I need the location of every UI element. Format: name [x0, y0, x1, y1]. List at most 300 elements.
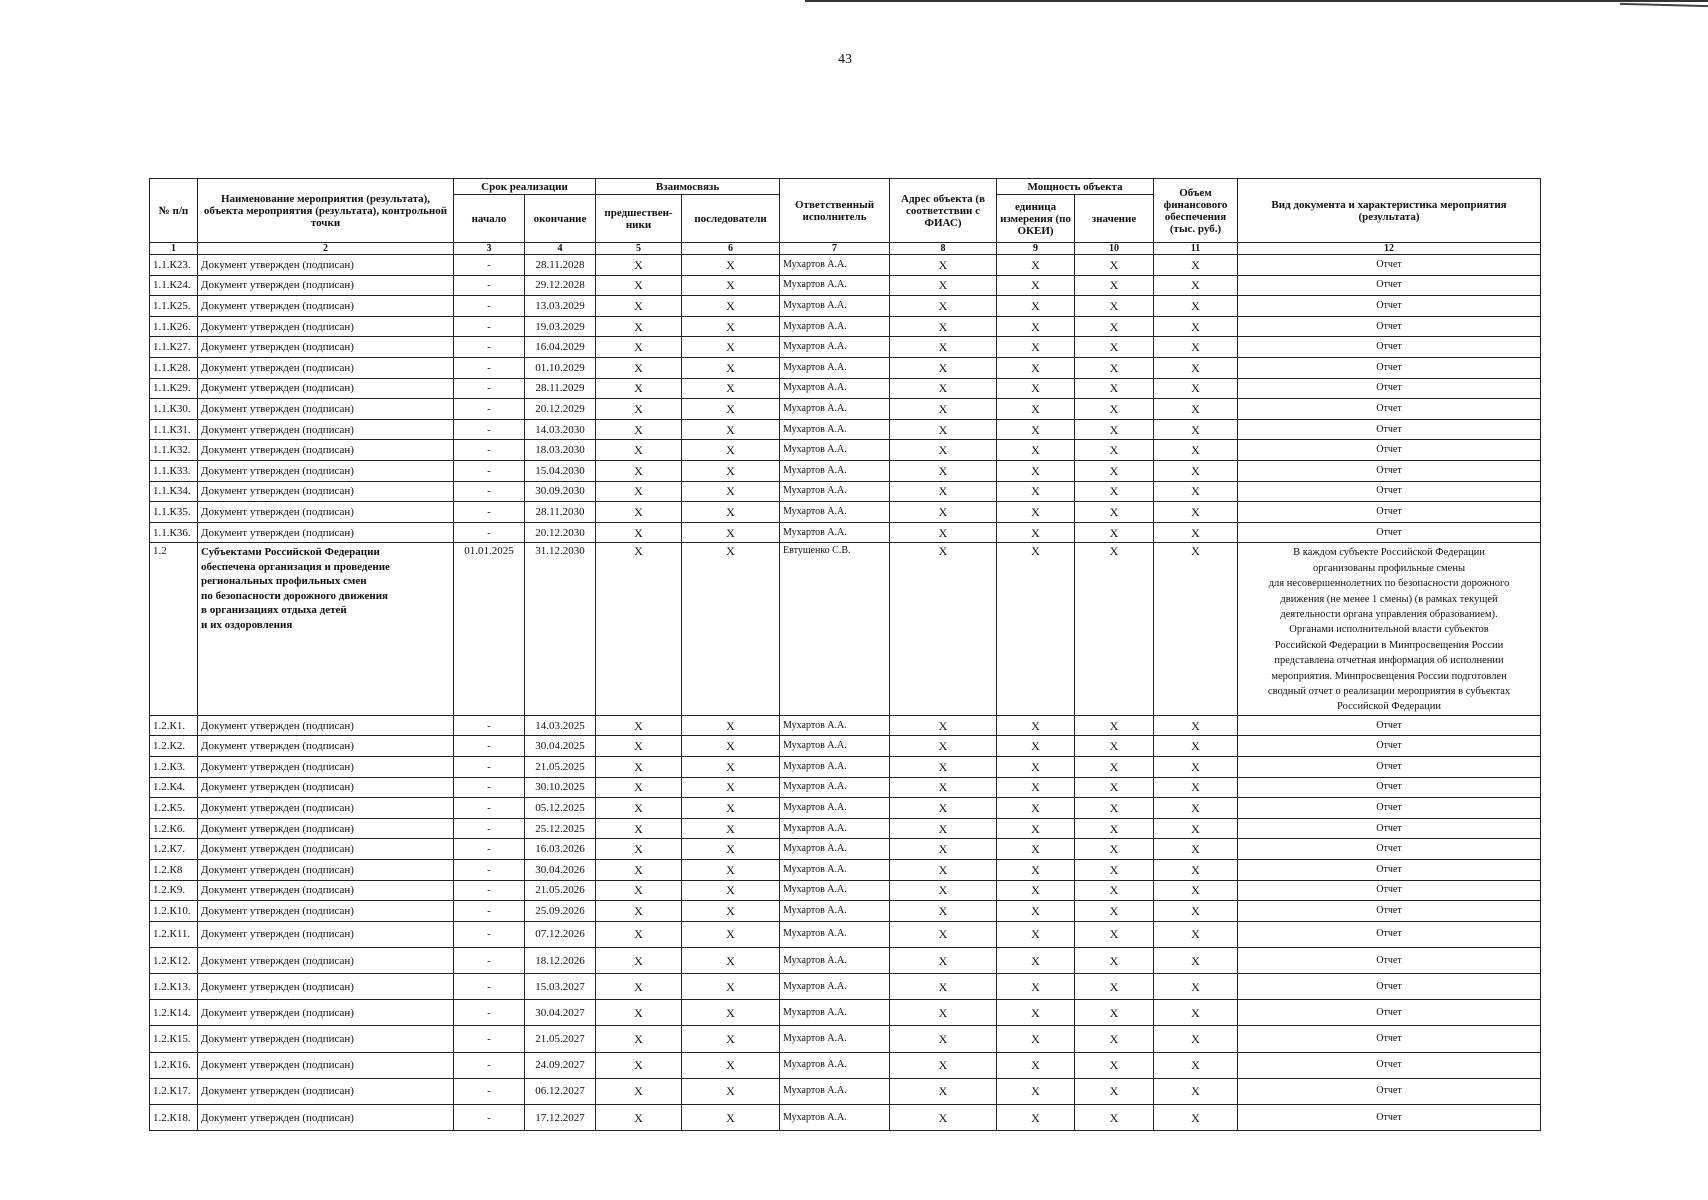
row-predecessors: Х: [596, 901, 682, 922]
row-responsible: Мухартов А.А.: [780, 736, 890, 757]
row-start: -: [454, 296, 525, 317]
row-finance: Х: [1154, 481, 1238, 502]
column-number: 2: [198, 243, 454, 255]
row-responsible: Мухартов А.А.: [780, 1000, 890, 1026]
row-address: Х: [890, 543, 997, 715]
row-end: 28.11.2029: [525, 378, 596, 399]
row-doc-type: Отчет: [1238, 419, 1541, 440]
row-number: 1.2.К16.: [150, 1052, 198, 1078]
row-unit: Х: [997, 880, 1075, 901]
row-name-line: региональных профильных смен: [201, 575, 367, 588]
column-number: 12: [1238, 243, 1541, 255]
row-predecessors: Х: [596, 1052, 682, 1078]
row-number: 1.2.К1.: [150, 715, 198, 736]
row-address: Х: [890, 275, 997, 296]
row-number: 1.1.К29.: [150, 378, 198, 399]
row-name: Документ утвержден (подписан): [198, 460, 454, 481]
table-row: [150, 777, 1541, 798]
row-number: 1.1.К27.: [150, 337, 198, 358]
row-address: Х: [890, 1105, 997, 1131]
row-predecessors: Х: [596, 440, 682, 461]
row-value: Х: [1075, 818, 1154, 839]
row-value: Х: [1075, 1105, 1154, 1131]
row-unit: Х: [997, 974, 1075, 1000]
row-doc-type: Отчет: [1238, 460, 1541, 481]
row-successors: Х: [682, 481, 780, 502]
header-doc-type: Вид документа и характеристика мероприятия (результата): [1238, 179, 1541, 243]
row-number: 1.2.К15.: [150, 1026, 198, 1052]
row-responsible: Мухартов А.А.: [780, 460, 890, 481]
row-end: 14.03.2025: [525, 715, 596, 736]
row-name: [198, 543, 454, 715]
row-name: Документ утвержден (подписан): [198, 880, 454, 901]
row-end: 21.05.2027: [525, 1026, 596, 1052]
row-doc-type: Отчет: [1238, 502, 1541, 523]
row-doc-type: Отчет: [1238, 947, 1541, 973]
row-address: Х: [890, 901, 997, 922]
row-successors: Х: [682, 798, 780, 819]
table-header: [150, 179, 1541, 255]
table-row: [150, 522, 1541, 543]
row-number: 1.2.К8: [150, 859, 198, 880]
row-number: 1.2.К6.: [150, 818, 198, 839]
table-row: [150, 798, 1541, 819]
row-responsible: Мухартов А.А.: [780, 1026, 890, 1052]
row-address: Х: [890, 798, 997, 819]
row-address: Х: [890, 296, 997, 317]
row-successors: Х: [682, 522, 780, 543]
row-finance: Х: [1154, 921, 1238, 947]
row-responsible: Мухартов А.А.: [780, 947, 890, 973]
row-value: Х: [1075, 440, 1154, 461]
row-finance: Х: [1154, 1105, 1238, 1131]
row-doc-line: деятельности органа управления образованием).: [1280, 608, 1498, 620]
row-responsible: Мухартов А.А.: [780, 901, 890, 922]
row-start: -: [454, 440, 525, 461]
row-number: 1.1.К31.: [150, 419, 198, 440]
table-row: [150, 901, 1541, 922]
row-doc-type: Отчет: [1238, 316, 1541, 337]
row-address: Х: [890, 255, 997, 276]
table-row: [150, 460, 1541, 481]
table-row: [150, 715, 1541, 736]
row-end: 18.03.2030: [525, 440, 596, 461]
row-doc-line: Российской Федерации в Минпросвещения России: [1274, 639, 1504, 651]
row-responsible: Мухартов А.А.: [780, 798, 890, 819]
row-responsible: Мухартов А.А.: [780, 777, 890, 798]
row-finance: Х: [1154, 502, 1238, 523]
row-successors: Х: [682, 777, 780, 798]
row-predecessors: Х: [596, 880, 682, 901]
column-number: 4: [525, 243, 596, 255]
row-end: 30.04.2025: [525, 736, 596, 757]
row-predecessors: Х: [596, 337, 682, 358]
column-number: 3: [454, 243, 525, 255]
row-predecessors: Х: [596, 1078, 682, 1104]
row-end: 06.12.2027: [525, 1078, 596, 1104]
row-value: Х: [1075, 481, 1154, 502]
row-number: 1.2.К5.: [150, 798, 198, 819]
row-predecessors: Х: [596, 255, 682, 276]
row-address: Х: [890, 818, 997, 839]
row-successors: Х: [682, 316, 780, 337]
header-end: окончание: [525, 195, 596, 243]
row-successors: Х: [682, 1078, 780, 1104]
row-start: -: [454, 419, 525, 440]
row-responsible: Мухартов А.А.: [780, 1105, 890, 1131]
row-finance: Х: [1154, 378, 1238, 399]
row-predecessors: Х: [596, 1000, 682, 1026]
header-relation: Взаимосвязь: [596, 179, 780, 195]
row-unit: Х: [997, 440, 1075, 461]
row-start: -: [454, 777, 525, 798]
row-end: 24.09.2027: [525, 1052, 596, 1078]
row-finance: Х: [1154, 901, 1238, 922]
row-successors: Х: [682, 859, 780, 880]
row-successors: Х: [682, 880, 780, 901]
header-address: Адрес объекта (в соответствии с ФИАС): [890, 179, 997, 243]
row-successors: Х: [682, 839, 780, 860]
row-name-line: в организациях отдыха детей: [201, 604, 347, 617]
row-value: Х: [1075, 255, 1154, 276]
row-predecessors: Х: [596, 522, 682, 543]
row-finance: Х: [1154, 1000, 1238, 1026]
row-end: 30.09.2030: [525, 481, 596, 502]
row-value: Х: [1075, 296, 1154, 317]
row-doc-line: организованы профильные смены: [1313, 562, 1466, 574]
row-value: Х: [1075, 1000, 1154, 1026]
header-num: № п/п: [150, 179, 198, 243]
header-predecessors: предшествен-ники: [596, 195, 682, 243]
row-doc-type: Отчет: [1238, 798, 1541, 819]
row-start: -: [454, 839, 525, 860]
row-finance: Х: [1154, 543, 1238, 715]
row-finance: Х: [1154, 1026, 1238, 1052]
row-value: Х: [1075, 839, 1154, 860]
header-value: значение: [1075, 195, 1154, 243]
row-successors: Х: [682, 715, 780, 736]
row-value: Х: [1075, 736, 1154, 757]
row-number: 1.2.К4.: [150, 777, 198, 798]
row-responsible: Мухартов А.А.: [780, 440, 890, 461]
row-number: 1.1.К26.: [150, 316, 198, 337]
row-responsible: Мухартов А.А.: [780, 337, 890, 358]
row-predecessors: Х: [596, 357, 682, 378]
row-address: Х: [890, 522, 997, 543]
row-start: -: [454, 399, 525, 420]
row-finance: Х: [1154, 440, 1238, 461]
row-unit: Х: [997, 859, 1075, 880]
row-start: -: [454, 715, 525, 736]
row-predecessors: Х: [596, 275, 682, 296]
row-responsible: Мухартов А.А.: [780, 275, 890, 296]
row-end: 20.12.2030: [525, 522, 596, 543]
row-end: 19.03.2029: [525, 316, 596, 337]
row-unit: Х: [997, 715, 1075, 736]
row-predecessors: Х: [596, 839, 682, 860]
row-unit: Х: [997, 798, 1075, 819]
row-end: 21.05.2026: [525, 880, 596, 901]
row-responsible: Мухартов А.А.: [780, 419, 890, 440]
column-number: 5: [596, 243, 682, 255]
row-end: 17.12.2027: [525, 1105, 596, 1131]
table-row: [150, 1078, 1541, 1104]
table-row: [150, 947, 1541, 973]
row-address: Х: [890, 357, 997, 378]
row-start: -: [454, 1078, 525, 1104]
row-responsible: Мухартов А.А.: [780, 859, 890, 880]
row-number: 1.1.К23.: [150, 255, 198, 276]
row-name: Документ утвержден (подписан): [198, 798, 454, 819]
table-row: [150, 974, 1541, 1000]
row-finance: Х: [1154, 859, 1238, 880]
row-number: 1.2.К3.: [150, 756, 198, 777]
row-name: Документ утвержден (подписан): [198, 974, 454, 1000]
row-doc-type: Отчет: [1238, 921, 1541, 947]
row-responsible: Мухартов А.А.: [780, 839, 890, 860]
column-number: 11: [1154, 243, 1238, 255]
row-unit: Х: [997, 481, 1075, 502]
row-value: Х: [1075, 419, 1154, 440]
row-finance: Х: [1154, 777, 1238, 798]
row-start: -: [454, 357, 525, 378]
row-end: 28.11.2028: [525, 255, 596, 276]
header-name: Наименование мероприятия (результата), объекта мероприятия (результата), контрольной точки: [198, 179, 454, 243]
row-number: 1.2.К2.: [150, 736, 198, 757]
row-number: 1.2: [150, 543, 198, 715]
row-start: -: [454, 921, 525, 947]
row-finance: Х: [1154, 399, 1238, 420]
row-responsible: Мухартов А.А.: [780, 921, 890, 947]
row-address: Х: [890, 337, 997, 358]
row-name: Документ утвержден (подписан): [198, 502, 454, 523]
row-doc-type: Отчет: [1238, 839, 1541, 860]
table-body: [150, 255, 1541, 1131]
row-name: Документ утвержден (подписан): [198, 440, 454, 461]
row-start: -: [454, 255, 525, 276]
row-doc-type: Отчет: [1238, 859, 1541, 880]
row-name: Документ утвержден (подписан): [198, 1000, 454, 1026]
row-predecessors: Х: [596, 756, 682, 777]
row-start: -: [454, 736, 525, 757]
row-predecessors: Х: [596, 399, 682, 420]
row-address: Х: [890, 460, 997, 481]
row-responsible: Евтушенко С.В.: [780, 543, 890, 715]
row-start: 01.01.2025: [454, 543, 525, 715]
table-row: [150, 1052, 1541, 1078]
row-doc-type: Отчет: [1238, 901, 1541, 922]
row-successors: Х: [682, 736, 780, 757]
row-doc-type: Отчет: [1238, 880, 1541, 901]
row-start: -: [454, 337, 525, 358]
row-name: Документ утвержден (подписан): [198, 316, 454, 337]
row-name: Документ утвержден (подписан): [198, 522, 454, 543]
row-doc-type: Отчет: [1238, 378, 1541, 399]
row-start: -: [454, 378, 525, 399]
row-end: 29.12.2028: [525, 275, 596, 296]
row-address: Х: [890, 481, 997, 502]
row-number: 1.1.К35.: [150, 502, 198, 523]
row-number: 1.2.К13.: [150, 974, 198, 1000]
row-name-line: Субъектами Российской Федерации: [201, 546, 380, 559]
row-value: Х: [1075, 275, 1154, 296]
row-address: Х: [890, 419, 997, 440]
row-number: 1.1.К36.: [150, 522, 198, 543]
row-number: 1.2.К11.: [150, 921, 198, 947]
row-start: -: [454, 316, 525, 337]
row-unit: Х: [997, 901, 1075, 922]
row-doc-type: Отчет: [1238, 1000, 1541, 1026]
row-name: Документ утвержден (подписан): [198, 296, 454, 317]
row-unit: Х: [997, 275, 1075, 296]
row-doc-type: Отчет: [1238, 715, 1541, 736]
row-start: -: [454, 1026, 525, 1052]
row-value: Х: [1075, 880, 1154, 901]
scan-edge-line: [1620, 3, 1708, 7]
row-doc-type: Отчет: [1238, 522, 1541, 543]
row-doc-type: Отчет: [1238, 777, 1541, 798]
table-row: [150, 1026, 1541, 1052]
row-responsible: Мухартов А.А.: [780, 522, 890, 543]
row-unit: Х: [997, 502, 1075, 523]
row-name: Документ утвержден (подписан): [198, 481, 454, 502]
row-end: 30.04.2026: [525, 859, 596, 880]
row-doc-line: сводный отчет о реализации мероприятия в субъектах: [1267, 685, 1511, 697]
row-start: -: [454, 502, 525, 523]
row-end: 20.12.2029: [525, 399, 596, 420]
row-address: Х: [890, 859, 997, 880]
row-value: Х: [1075, 756, 1154, 777]
table-row: [150, 502, 1541, 523]
row-unit: Х: [997, 1000, 1075, 1026]
row-doc-type: Отчет: [1238, 818, 1541, 839]
row-number: 1.2.К9.: [150, 880, 198, 901]
row-number: 1.2.К17.: [150, 1078, 198, 1104]
row-finance: Х: [1154, 522, 1238, 543]
row-successors: Х: [682, 502, 780, 523]
table-row: [150, 880, 1541, 901]
row-end: 18.12.2026: [525, 947, 596, 973]
page-number: 43: [838, 52, 852, 67]
row-name: Документ утвержден (подписан): [198, 715, 454, 736]
header-start: начало: [454, 195, 525, 243]
row-start: -: [454, 1000, 525, 1026]
row-successors: Х: [682, 460, 780, 481]
row-value: Х: [1075, 502, 1154, 523]
row-name: Документ утвержден (подписан): [198, 255, 454, 276]
row-predecessors: Х: [596, 715, 682, 736]
table-row: [150, 921, 1541, 947]
row-address: Х: [890, 399, 997, 420]
row-start: -: [454, 756, 525, 777]
row-unit: Х: [997, 1052, 1075, 1078]
row-successors: Х: [682, 974, 780, 1000]
row-address: Х: [890, 440, 997, 461]
row-name: Документ утвержден (подписан): [198, 736, 454, 757]
row-address: Х: [890, 921, 997, 947]
column-number: 10: [1075, 243, 1154, 255]
row-responsible: Мухартов А.А.: [780, 715, 890, 736]
row-finance: Х: [1154, 255, 1238, 276]
row-address: Х: [890, 777, 997, 798]
table-row: [150, 440, 1541, 461]
row-value: Х: [1075, 316, 1154, 337]
row-start: -: [454, 1105, 525, 1131]
row-name: Документ утвержден (подписан): [198, 1052, 454, 1078]
scan-edge-line: [805, 0, 1708, 2]
row-value: Х: [1075, 859, 1154, 880]
row-predecessors: Х: [596, 1105, 682, 1131]
row-doc-type: Отчет: [1238, 440, 1541, 461]
row-start: -: [454, 522, 525, 543]
row-unit: Х: [997, 357, 1075, 378]
row-predecessors: Х: [596, 736, 682, 757]
row-doc-line: В каждом субъекте Российской Федерации: [1293, 547, 1485, 559]
row-end: 30.10.2025: [525, 777, 596, 798]
row-unit: Х: [997, 1078, 1075, 1104]
row-unit: Х: [997, 777, 1075, 798]
row-name: Документ утвержден (подписан): [198, 777, 454, 798]
table-row-main: [150, 543, 1541, 715]
row-start: -: [454, 947, 525, 973]
row-successors: Х: [682, 1000, 780, 1026]
table-row: [150, 756, 1541, 777]
row-value: Х: [1075, 715, 1154, 736]
row-finance: Х: [1154, 357, 1238, 378]
row-successors: Х: [682, 1026, 780, 1052]
row-address: Х: [890, 316, 997, 337]
column-number: 6: [682, 243, 780, 255]
row-address: Х: [890, 839, 997, 860]
row-start: -: [454, 1052, 525, 1078]
row-predecessors: Х: [596, 502, 682, 523]
header-finance: Объем финансового обеспечения (тыс. руб.): [1154, 179, 1238, 243]
column-number: 7: [780, 243, 890, 255]
header-deadline: Срок реализации: [454, 179, 596, 195]
row-end: 25.12.2025: [525, 818, 596, 839]
row-doc-line: для несовершеннолетних по безопасности дорожного: [1268, 578, 1510, 590]
row-end: 14.03.2030: [525, 419, 596, 440]
row-doc-type: Отчет: [1238, 756, 1541, 777]
row-end: 07.12.2026: [525, 921, 596, 947]
row-successors: Х: [682, 1052, 780, 1078]
table-row: [150, 378, 1541, 399]
row-address: Х: [890, 1026, 997, 1052]
row-finance: Х: [1154, 460, 1238, 481]
row-unit: Х: [997, 543, 1075, 715]
row-successors: Х: [682, 440, 780, 461]
row-number: 1.1.К34.: [150, 481, 198, 502]
row-responsible: Мухартов А.А.: [780, 880, 890, 901]
row-successors: Х: [682, 275, 780, 296]
row-address: Х: [890, 502, 997, 523]
table-row: [150, 337, 1541, 358]
row-responsible: Мухартов А.А.: [780, 296, 890, 317]
row-unit: Х: [997, 255, 1075, 276]
header-capacity: Мощность объекта: [997, 179, 1154, 195]
row-responsible: Мухартов А.А.: [780, 756, 890, 777]
row-finance: Х: [1154, 296, 1238, 317]
row-number: 1.1.К28.: [150, 357, 198, 378]
header-unit: единица измерения (по ОКЕИ): [997, 195, 1075, 243]
table-row: [150, 818, 1541, 839]
row-value: Х: [1075, 460, 1154, 481]
row-value: Х: [1075, 974, 1154, 1000]
row-value: Х: [1075, 777, 1154, 798]
row-number: 1.2.К18.: [150, 1105, 198, 1131]
row-unit: Х: [997, 296, 1075, 317]
row-unit: Х: [997, 378, 1075, 399]
